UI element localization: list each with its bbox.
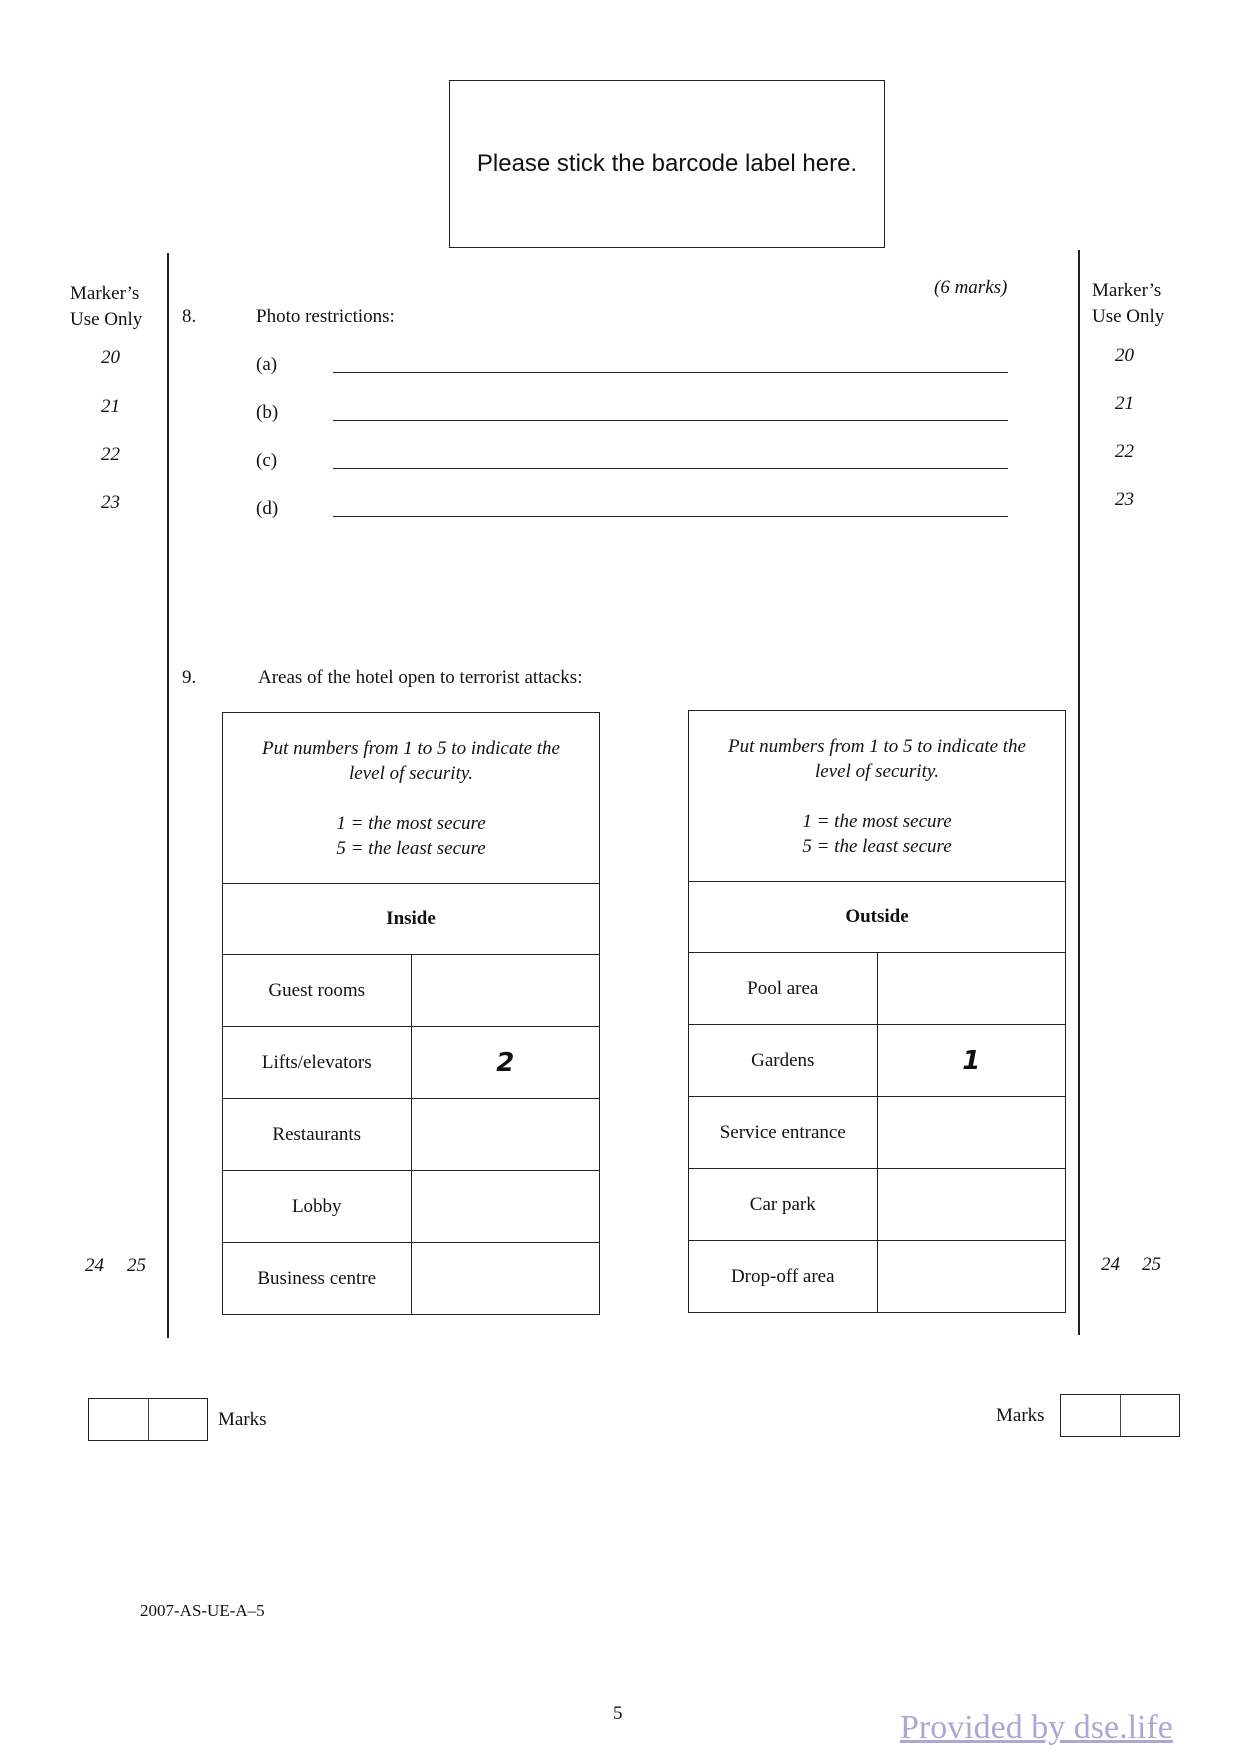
instruction-line: 5 = the least secure <box>336 837 486 859</box>
security-rank-input[interactable] <box>411 955 600 1027</box>
marker-code-21-right: 21 <box>1115 393 1134 414</box>
instruction-cell <box>689 711 1066 882</box>
table-row <box>689 953 1066 1025</box>
outside-security-table <box>688 710 1066 1313</box>
barcode-label-text: Please stick the barcode label here. <box>476 150 858 177</box>
area-label: Drop-off area <box>689 1241 878 1313</box>
security-rank-input[interactable] <box>877 1097 1066 1169</box>
marker-code-22-right: 22 <box>1115 441 1134 462</box>
marker-code-23-left: 23 <box>101 492 120 513</box>
q9-number: 9. <box>182 667 197 688</box>
marker-code-20-right: 20 <box>1115 345 1134 366</box>
security-rank-input[interactable] <box>411 1243 600 1315</box>
table-row <box>689 1241 1066 1313</box>
area-label: Lobby <box>223 1171 412 1243</box>
marker-use-only-left <box>70 281 142 333</box>
marks-box-cell[interactable] <box>1061 1395 1120 1436</box>
table-row <box>223 1027 600 1099</box>
instruction-line: level of security. <box>349 762 473 784</box>
marker-code-24-right: 24 <box>1101 1254 1120 1275</box>
marker-heading-line1: Marker’s <box>1092 280 1162 301</box>
marks-box-right[interactable] <box>1060 1394 1180 1437</box>
q8-option-d-label: (d) <box>256 498 279 519</box>
table-row <box>223 1171 600 1243</box>
marker-heading-line2: Use Only <box>70 309 143 330</box>
q8-marks: (6 marks) <box>934 277 1008 298</box>
table-row <box>223 1099 600 1171</box>
q8-answer-line-d[interactable] <box>333 516 1008 517</box>
q8-answer-line-b[interactable] <box>333 420 1008 421</box>
marker-heading-line1: Marker’s <box>70 283 140 304</box>
security-rank-input[interactable] <box>411 1171 600 1243</box>
paper-code: 2007-AS-UE-A–5 <box>140 1601 265 1620</box>
q9-question-text: Areas of the hotel open to terrorist attacks: <box>258 667 583 688</box>
marker-heading-line2: Use Only <box>1092 306 1165 327</box>
instruction-line: level of security. <box>815 760 939 782</box>
right-margin-rule <box>1078 250 1080 1335</box>
inside-security-table <box>222 712 600 1315</box>
table-row <box>223 955 600 1027</box>
area-label: Business centre <box>223 1243 412 1315</box>
marker-code-21-left: 21 <box>101 396 120 417</box>
q8-question-text: Photo restrictions: <box>256 306 395 327</box>
marker-use-only-right <box>1092 278 1164 330</box>
marker-code-25-left: 25 <box>127 1255 146 1276</box>
area-label: Lifts/elevators <box>223 1027 412 1099</box>
area-label: Pool area <box>689 953 878 1025</box>
q8-number: 8. <box>182 306 197 327</box>
security-rank-input[interactable]: 2 <box>411 1027 600 1099</box>
marker-code-22-left: 22 <box>101 444 120 465</box>
q8-answer-line-a[interactable] <box>333 372 1008 373</box>
area-label: Gardens <box>689 1025 878 1097</box>
instruction-line: Put numbers from 1 to 5 to indicate the <box>728 735 1026 757</box>
instruction-line: 1 = the most secure <box>802 810 952 832</box>
area-label: Restaurants <box>223 1099 412 1171</box>
inside-heading: Inside <box>223 884 600 955</box>
table-row <box>689 1097 1066 1169</box>
marks-label-left: Marks <box>218 1409 267 1430</box>
area-label: Service entrance <box>689 1097 878 1169</box>
marks-label-right: Marks <box>996 1405 1045 1426</box>
page-number: 5 <box>613 1703 623 1724</box>
outside-heading: Outside <box>689 882 1066 953</box>
security-rank-input[interactable] <box>877 1241 1066 1313</box>
marker-code-23-right: 23 <box>1115 489 1134 510</box>
table-row <box>689 1169 1066 1241</box>
marks-box-cell[interactable] <box>148 1399 208 1440</box>
marks-box-left[interactable] <box>88 1398 208 1441</box>
left-margin-rule <box>167 253 169 1338</box>
instruction-line: Put numbers from 1 to 5 to indicate the <box>262 737 560 759</box>
area-label: Guest rooms <box>223 955 412 1027</box>
q8-option-c-label: (c) <box>256 450 278 471</box>
q8-option-b-label: (b) <box>256 402 279 423</box>
marks-box-cell[interactable] <box>1120 1395 1180 1436</box>
security-rank-input[interactable] <box>877 1169 1066 1241</box>
security-rank-input[interactable] <box>411 1099 600 1171</box>
instruction-line: 1 = the most secure <box>336 812 486 834</box>
q8-option-a-label: (a) <box>256 354 278 375</box>
marker-code-25-right: 25 <box>1142 1254 1161 1275</box>
table-row <box>689 1025 1066 1097</box>
instruction-cell <box>223 713 600 884</box>
marks-box-cell[interactable] <box>89 1399 148 1440</box>
area-label: Car park <box>689 1169 878 1241</box>
security-rank-input[interactable]: 1 <box>877 1025 1066 1097</box>
marker-code-20-left: 20 <box>101 347 120 368</box>
marker-code-24-left: 24 <box>85 1255 104 1276</box>
q8-answer-line-c[interactable] <box>333 468 1008 469</box>
instruction-line: 5 = the least secure <box>802 835 952 857</box>
security-rank-input[interactable] <box>877 953 1066 1025</box>
table-row <box>223 1243 600 1315</box>
watermark-link[interactable]: Provided by dse.life <box>900 1709 1173 1746</box>
barcode-label-box <box>449 80 885 248</box>
